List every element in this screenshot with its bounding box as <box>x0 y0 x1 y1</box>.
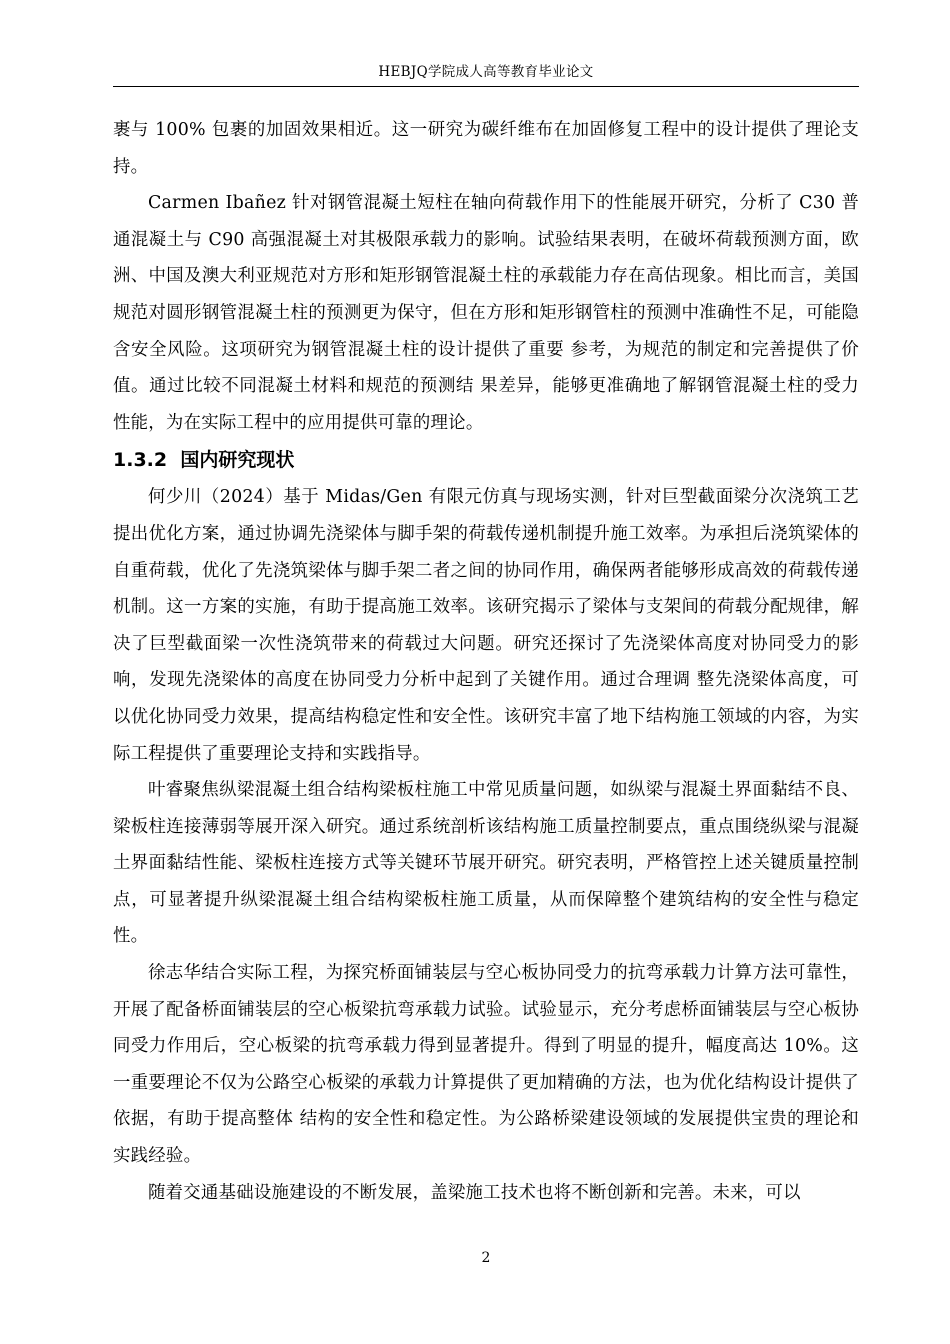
paragraph-cap-beam-outlook: 随着交通基础设施建设的不断发展，盖梁施工技术也将不断创新和完善。未来，可以 <box>148 1182 801 1203</box>
page-body <box>113 112 859 1211</box>
paragraph-carmen-ibanez: Carmen Ibañez 针对钢管混凝土短柱在轴向荷载作用下的性能展开研究，分析了 C30 普通混凝土与 C90 高强混凝土对其极限承载力的影响。试验结果表明，在破坏荷载预测方面，欧洲、中国及澳大利亚规范对方形和矩形钢管混凝土柱的承载能力存在高估现象。相比而言，美国规范对圆形钢管混凝土柱的预测更为保守，但在方形和矩形钢管柱的预测中准确性不足，可能隐含安全风险。这项研究为钢管混凝土柱的设计提供了重要 参考，为规范的制定和完善提供了价值。通过比较不同混凝土材料和规范的预测结 果差异，能够更准确地了解钢管混凝土柱的受力性能，为在实际工程中的应用提供可靠的理论。 <box>113 193 859 433</box>
paragraph-xu-zhihua: 徐志华结合实际工程，为探究桥面铺装层与空心板协同受力的抗弯承载力计算方法可靠性，开展了配备桥面铺装层的空心板梁抗弯承载力试验。试验显示，充分考虑桥面铺装层与空心板协同受力作用后，空心板梁的抗弯承载力得到显著提升。得到了明显的提升，幅度高达 10%。这一重要理论不仅为公路空心板梁的承载力计算提供了更加精确的方法，也为优化结构设计提供了依据，有助于提高整体 结构的安全性和稳定性。为公路桥梁建设领域的发展提供宝贵的理论和实践经验。 <box>113 963 859 1167</box>
paragraph-continuation: 裹与 100% 包裹的加固效果相近。这一研究为碳纤维布在加固修复工程中的设计提供了理论支持。 <box>113 120 859 177</box>
section-title: 国内研究现状 <box>180 449 295 472</box>
running-header: HEBJQ学院成人高等教育毕业论文 <box>378 64 594 80</box>
header-divider <box>113 86 859 87</box>
page-number: 2 <box>481 1250 491 1266</box>
section-number: 1.3.2 <box>113 449 168 472</box>
paragraph-he-shaochuan: 何少川（2024）基于 Midas/Gen 有限元仿真与现场实测，针对巨型截面梁分次浇筑工艺提出优化方案，通过协调先浇梁体与脚手架的荷载传递机制提升施工效率。为承担后浇筑梁体的自重荷载，优化了先浇筑梁体与脚手架二者之间的协同作用，确保两者能够形成高效的荷载传递机制。这一方案的实施，有助于提高施工效率。该研究揭示了梁体与支架间的荷载分配规律，解决了巨型截面梁一次性浇筑带来的荷载过大问题。研究还探讨了先浇梁体高度对协同受力的影响，发现先浇梁体的高度在协同受力分析中起到了关键作用。通过合理调 整先浇梁体高度，可以优化协同受力效果，提高结构稳定性和安全性。该研究丰富了地下结构施工领域的内容，为实际工程提供了重要理论支持和实践指导。 <box>113 487 859 764</box>
paragraph-ye-rui: 叶睿聚焦纵梁混凝土组合结构梁板柱施工中常见质量问题，如纵梁与混凝土界面黏结不良、梁板柱连接薄弱等展开深入研究。通过系统剖析该结构施工质量控制要点，重点围绕纵梁与混凝土界面黏结性能、梁板柱连接方式等关键环节展开研究。研究表明，严格管控上述关键质量控制点，可显著提升纵梁混凝土组合结构梁板柱施工质量，从而保障整个建筑结构的安全性与稳定性。 <box>113 780 859 947</box>
section-heading <box>113 441 859 479</box>
